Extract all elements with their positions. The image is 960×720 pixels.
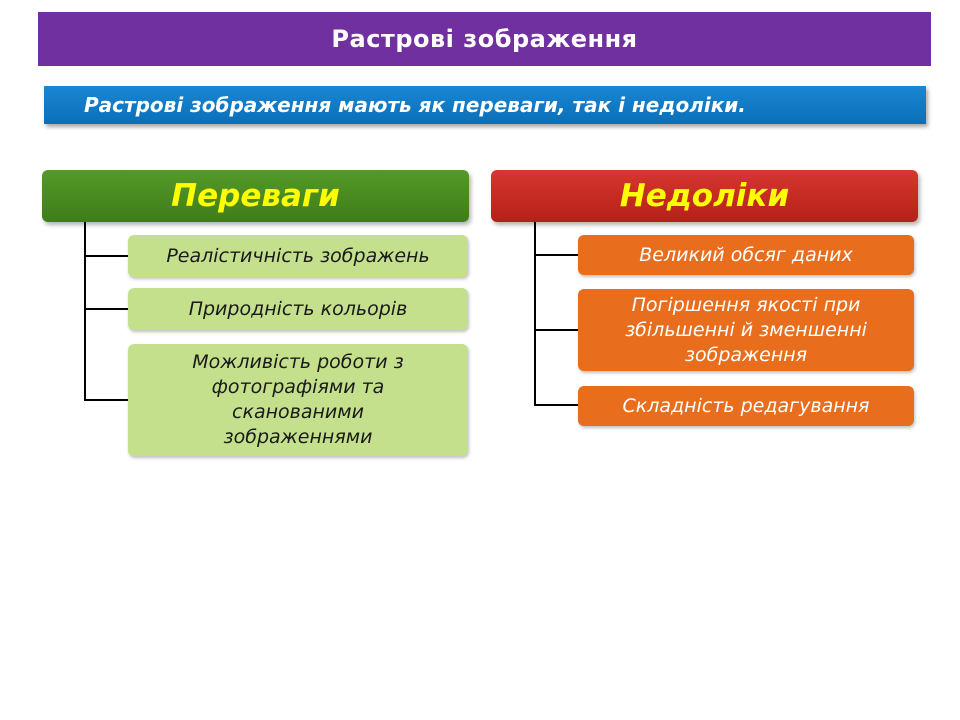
- advantages-connector-3: [84, 399, 129, 401]
- disadvantage-item-2: Погіршення якості при збільшенні й зменшенні зображення: [578, 289, 914, 371]
- disadvantage-item-3: Складність редагування: [578, 386, 914, 426]
- advantages-connector-1: [84, 255, 129, 257]
- advantage-item-2: Природність кольорів: [128, 288, 468, 330]
- disadvantages-header: Недоліки: [491, 170, 918, 222]
- slide-title: Растрові зображення: [38, 12, 931, 66]
- advantages-connector-vertical: [84, 222, 86, 401]
- disadvantages-connector-3: [534, 404, 578, 406]
- disadvantages-connector-vertical: [534, 222, 536, 406]
- advantages-header: Переваги: [42, 170, 469, 222]
- advantages-connector-2: [84, 308, 129, 310]
- disadvantage-item-1: Великий обсяг даних: [578, 235, 914, 275]
- slide-subtitle: Растрові зображення мають як переваги, так і недоліки.: [44, 86, 926, 124]
- disadvantages-connector-2: [534, 329, 578, 331]
- disadvantages-connector-1: [534, 254, 578, 256]
- advantage-item-1: Реалістичність зображень: [128, 235, 468, 277]
- advantage-item-3: Можливість роботи з фотографіями та сканованими зображеннями: [128, 344, 468, 456]
